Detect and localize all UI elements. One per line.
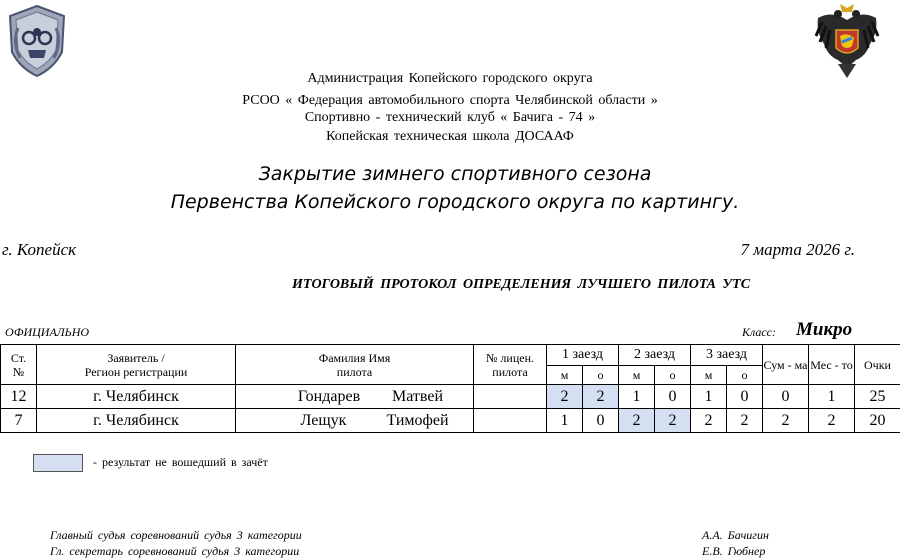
- legend-swatch: [33, 454, 83, 472]
- cell-points: 20: [855, 409, 900, 433]
- protocol-title: ИТОГОВЫЙ ПРОТОКОЛ ОПРЕДЕЛЕНИЯ ЛУЧШЕГО ПИЛОТА УТС: [292, 277, 751, 292]
- cell-pilot: [236, 409, 474, 433]
- cell-pilot: [236, 385, 474, 409]
- class-label: Класс:: [742, 325, 776, 339]
- dosaaf-emblem-icon: [4, 2, 70, 78]
- header-heat1-o: о: [583, 366, 619, 385]
- header-heat3-m: м: [691, 366, 727, 385]
- header-line-club: Спортивно - технический клуб « Бачига - 74 »: [304, 110, 596, 125]
- chief-judge-title: Главный судья соревнований судья 3 категории: [50, 528, 302, 542]
- official-label: ОФИЦИАЛЬНО: [5, 325, 90, 339]
- header-heat2-m: м: [619, 366, 655, 385]
- russian-eagle-emblem-icon: [812, 2, 882, 82]
- cell-place: 2: [809, 409, 855, 433]
- cell-heat2-o: 0: [655, 385, 691, 409]
- cell-heat1-o: 0: [583, 409, 619, 433]
- cell-heat3-o: 0: [727, 385, 763, 409]
- cell-points: 25: [855, 385, 900, 409]
- header-line-school: Копейская техническая школа ДОСААФ: [326, 129, 574, 144]
- event-place: г. Копейск: [2, 240, 77, 259]
- table-row: [1, 409, 900, 433]
- header-heat-2: 2 заезд: [619, 345, 691, 366]
- results-table: [0, 344, 900, 433]
- header-heat-1: 1 заезд: [547, 345, 619, 366]
- cell-heat3-m: 2: [691, 409, 727, 433]
- header-line-administration: Администрация Копейского городского округа: [307, 71, 593, 86]
- cell-heat2-o: 2: [655, 409, 691, 433]
- header-place: Мес - то: [809, 345, 855, 385]
- cell-heat3-m: 1: [691, 385, 727, 409]
- event-title-line2: Первенства Копейского городского округа по картингу.: [170, 191, 740, 213]
- cell-heat1-m: 1: [547, 409, 583, 433]
- cell-start-no: 7: [1, 409, 37, 433]
- event-date: 7 марта 2026 г.: [740, 240, 855, 259]
- pilot-surname: Лещук: [300, 411, 347, 429]
- cell-applicant: г. Челябинск: [37, 409, 236, 433]
- header-heat2-o: о: [655, 366, 691, 385]
- table-row: [1, 385, 900, 409]
- event-title-line1: Закрытие зимнего спортивного сезона: [258, 163, 652, 185]
- cell-applicant: г. Челябинск: [37, 385, 236, 409]
- chief-judge-name: А.А. Бачигин: [702, 528, 769, 542]
- header-points: Очки: [855, 345, 900, 385]
- secretary-name: Е.В. Гюбнер: [702, 544, 766, 558]
- cell-heat1-o: 2: [583, 385, 619, 409]
- header-sum: Сум - ма: [763, 345, 809, 385]
- cell-place: 1: [809, 385, 855, 409]
- class-value: Микро: [796, 319, 853, 340]
- cell-sum: 0: [763, 385, 809, 409]
- cell-sum: 2: [763, 409, 809, 433]
- cell-heat2-m: 2: [619, 409, 655, 433]
- header-start-no: Ст. №: [1, 345, 37, 385]
- header-heat3-o: о: [727, 366, 763, 385]
- legend-text: - результат не вошедший в зачёт: [93, 455, 268, 469]
- cell-heat2-m: 1: [619, 385, 655, 409]
- header-heat-3: 3 заезд: [691, 345, 763, 366]
- header-line-federation: РСОО « Федерация автомобильного спорта Челябинской области »: [242, 93, 658, 108]
- pilot-name: Тимофей: [386, 411, 449, 429]
- header-license: № лицен. пилота: [474, 345, 547, 385]
- cell-heat3-o: 2: [727, 409, 763, 433]
- secretary-title: Гл. секретарь соревнований судья 3 категории: [50, 544, 300, 558]
- pilot-surname: Гондарев: [297, 387, 361, 405]
- cell-start-no: 12: [1, 385, 37, 409]
- header-pilot: Фамилия Имя пилота: [236, 345, 474, 385]
- header-applicant: Заявитель / Регион регистрации: [37, 345, 236, 385]
- header-heat1-m: м: [547, 366, 583, 385]
- cell-license: [474, 409, 547, 433]
- table-header-row-top: [1, 345, 900, 366]
- pilot-name: Матвей: [391, 387, 444, 405]
- cell-heat1-m: 2: [547, 385, 583, 409]
- cell-license: [474, 385, 547, 409]
